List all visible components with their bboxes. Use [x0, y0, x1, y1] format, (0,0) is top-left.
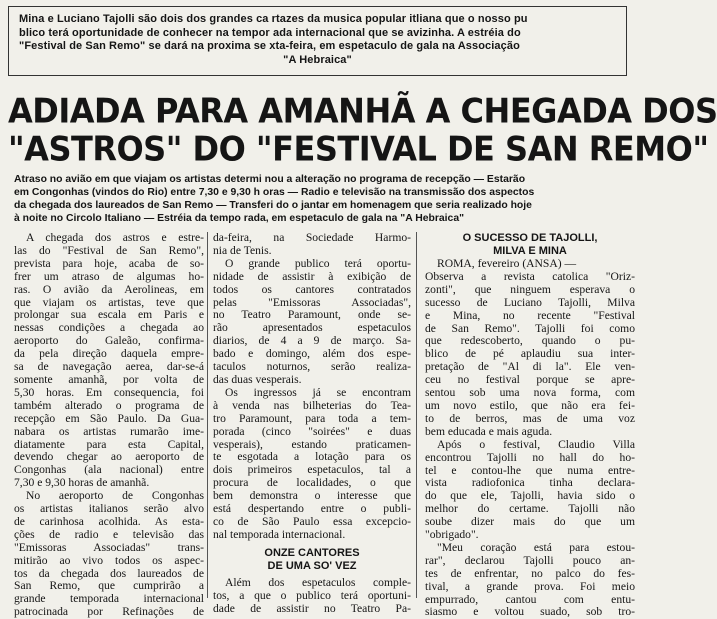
deck-line: Atraso no avião em que viajam os artistas determi nou a alteração no programa de recepção — Estarão: [14, 174, 526, 185]
text-line: zonti", que ninguem esperava o: [425, 282, 635, 296]
text-line: empurrado, cantou com entu-: [425, 592, 635, 606]
caption-line: "Festival de San Remo" se dará na proxima se xta-feira, em espetaculo de gala na Associação: [19, 40, 520, 52]
column-divider: [416, 232, 417, 598]
deck-line: da chegada dos laureados de San Remo — Transferi do o jantar em homenagem que seria realizado hoje: [14, 200, 532, 211]
text-line: do que ele, Tajolli, havia sido o: [425, 489, 635, 503]
text-line: San Remo, que cumprirão a: [14, 579, 204, 593]
text-line: pelas "Emissoras Associadas",: [213, 295, 411, 309]
text-line: ras. O avião da Aerolineas, em: [14, 282, 204, 296]
text-line: prevista para hoje, acaba de so-: [14, 256, 204, 270]
text-line: taculos noturnos, serão realiza-: [213, 360, 411, 374]
text-line: Congonhas (ala nacional) entre: [14, 463, 204, 477]
text-line: ções de radio e televisão das: [14, 527, 204, 541]
text-line: nessas condições a chegada ao: [14, 321, 204, 335]
text-line: soube dizer mais do que um: [425, 515, 635, 529]
section-subheading: DE UMA SO' VEZ: [267, 559, 357, 572]
text-line: nidade de assistir à exibição de: [213, 269, 411, 283]
text-line: da pela direção daquela empre-: [14, 347, 204, 361]
text-line: que redescoberto, quando o pu-: [425, 334, 635, 348]
text-line: No aeroporto de Congonhas: [26, 489, 204, 503]
article-column-3: [425, 232, 635, 619]
deck-line: em Congonhas (vindos do Rio) entre 7,30 e 9,30 h oras — Radio e televisão na transmissão dos aspectos: [14, 187, 535, 198]
subheadline-deck: [14, 173, 626, 225]
text-line: tival, a grande prova. Foi meio: [425, 579, 635, 593]
text-line: O grande publico terá oportu-: [225, 256, 411, 270]
text-line: blico de pé aplaudiu sua inter-: [425, 347, 635, 361]
text-line: recepção em São Paulo. Da Gua-: [14, 411, 204, 425]
text-line: tos da chegada dos laureados de: [14, 566, 204, 580]
deck-line: à noite no Circolo Italiano — Estréia da tempo rada, em espetaculo de gala na "A Hebraica": [14, 213, 465, 224]
article-column-2: [213, 231, 411, 615]
text-line: nia de Tenis.: [213, 243, 272, 257]
text-line: mitirão ao vivo todos os aspec-: [14, 553, 204, 567]
text-line: devendo chegar ao aeroporto de: [14, 450, 204, 464]
section-subheading: ONZE CANTORES: [264, 546, 360, 559]
text-line: Os ingressos já se encontram: [225, 385, 411, 399]
text-line: diatamente para esta Capital,: [14, 437, 204, 451]
text-line: ceu no festival porque se apre-: [425, 373, 635, 387]
text-line: Após o festival, Claudio Villa: [437, 437, 635, 451]
text-line: e Mina, no recente "Festival: [425, 308, 635, 322]
text-line: os artistas italianos serão alvo: [14, 502, 204, 516]
text-line: tel e contou-lhe que numa entre-: [425, 463, 635, 477]
text-line: co de São Paulo essa excepcio-: [213, 514, 411, 528]
column-divider: [207, 232, 208, 598]
text-line: grande temporada internacional: [14, 592, 204, 606]
text-line: Observa a revista catolica "Oriz-: [425, 269, 635, 283]
article-column-1: [14, 231, 204, 619]
text-line: tos, a que o publico terá oportuni-: [213, 588, 411, 602]
text-line: rão apresentados espetaculos: [213, 321, 411, 335]
text-line: Além dos espetaculos comple-: [225, 575, 411, 589]
text-line: patrocinada por Refinações de: [14, 605, 204, 619]
caption-line: Mina e Luciano Tajolli são dois dos grandes ca rtazes da musica popular itliana que o nosso pu: [19, 13, 528, 25]
headline-line-2: "ASTROS" DO "FESTIVAL DE SAN REMO": [8, 129, 709, 169]
text-line: melhor do certame. Tajolli não: [425, 502, 635, 516]
text-line: aeroporto do Galeão, confirma-: [14, 334, 204, 348]
text-line: diarios, de 4 a 9 de março. Sa-: [213, 334, 411, 348]
text-line: vista radiofonica tinha declara-: [425, 476, 635, 490]
text-line: rar", declarou Tajolli pouco an-: [425, 553, 635, 567]
text-line: dois primeiros espetaculos, tal a: [213, 463, 411, 477]
text-line: las do "Festival de San Remo",: [14, 243, 204, 257]
text-line: da-feira, na Sociedade Harmo-: [213, 231, 411, 244]
section-subheading: O SUCESSO DE TAJOLLI,: [462, 232, 598, 244]
text-line: sucesso de Luciano Tajolli, Milva: [425, 295, 635, 309]
text-line: sa de navegação aerea, dar-se-á: [14, 360, 204, 374]
text-line: ROMA, fevereiro (ANSA) —: [437, 257, 577, 270]
text-line: 5,30 horas. Em consequencia, foi: [14, 385, 204, 399]
section-subheading: MILVA E MINA: [493, 245, 567, 257]
text-line: porada (cinco "soirées" e duas: [213, 424, 411, 438]
text-line: pretação de "Al di la". Ele ven-: [425, 360, 635, 374]
text-line: nabara os artistas rumarão ime-: [14, 424, 204, 438]
text-line: "Emissoras Associadas" trans-: [14, 540, 204, 554]
text-line: bado e domingo, além dos espe-: [213, 347, 411, 361]
caption-line: blico terá oportunidade de conhecer na tempor ada internacional que se avizinha. A estréia do: [19, 26, 521, 39]
text-line: bem demonstra o interesse que: [213, 489, 411, 503]
text-line: que viajam os artistas, teve que: [14, 295, 204, 309]
text-line: à venda nas bilheterias do Tea-: [213, 398, 411, 412]
text-line: de carinhosa acolhida. As esta-: [14, 514, 204, 528]
headline-line-1: ADIADA PARA AMANHÃ A CHEGADA DOS: [8, 91, 717, 131]
text-line: está despertando entre o publi-: [213, 502, 411, 516]
text-line: no Teatro Paramount, onde se-: [213, 308, 411, 322]
text-line: procura de localidades, o que: [213, 476, 411, 490]
text-line: prolongar sua escala em Paris e: [14, 308, 204, 322]
text-line: das duas vesperais.: [213, 372, 302, 386]
text-line: vesperais), estando praticamen-: [213, 437, 411, 451]
text-line: tes de enfrentar, no palco do fes-: [425, 566, 635, 580]
text-line: "obrigado".: [425, 528, 479, 542]
text-line: 7,30 e 9,30 horas de amanhã.: [14, 476, 150, 490]
text-line: também alterado o programa de: [14, 398, 204, 412]
text-line: encontrou Tajolli no hall do ho-: [425, 450, 635, 464]
photo-caption-box: [8, 6, 627, 76]
text-line: dade de assistir no Teatro Pa-: [213, 601, 411, 615]
caption-line: "A Hebraica": [283, 53, 352, 66]
text-line: to de berros, mas de uma voz: [425, 411, 635, 425]
text-line: frer um atraso de algumas ho-: [14, 269, 204, 283]
text-line: somente amanhã, por volta de: [14, 372, 204, 386]
text-line: tro Paramount, para toda a tem-: [213, 411, 411, 425]
text-line: "Meu coração está para estou-: [437, 540, 635, 554]
text-line: bem educada e mais aguda.: [425, 424, 553, 438]
text-line: A chegada dos astros e estre-: [26, 231, 204, 244]
text-line: te esgotada a lotação para os: [213, 450, 411, 464]
text-line: nal temporada internacional.: [213, 527, 346, 541]
text-line: todos os cantores contratados: [213, 282, 411, 296]
text-line: de San Remo". Tajolli foi como: [425, 321, 635, 335]
text-line: um novo estilo, que não era fei-: [425, 398, 635, 412]
text-line: siasmo e voltou suado, sob tro-: [425, 605, 635, 619]
text-line: sentou sob uma nova forma, com: [425, 386, 635, 400]
